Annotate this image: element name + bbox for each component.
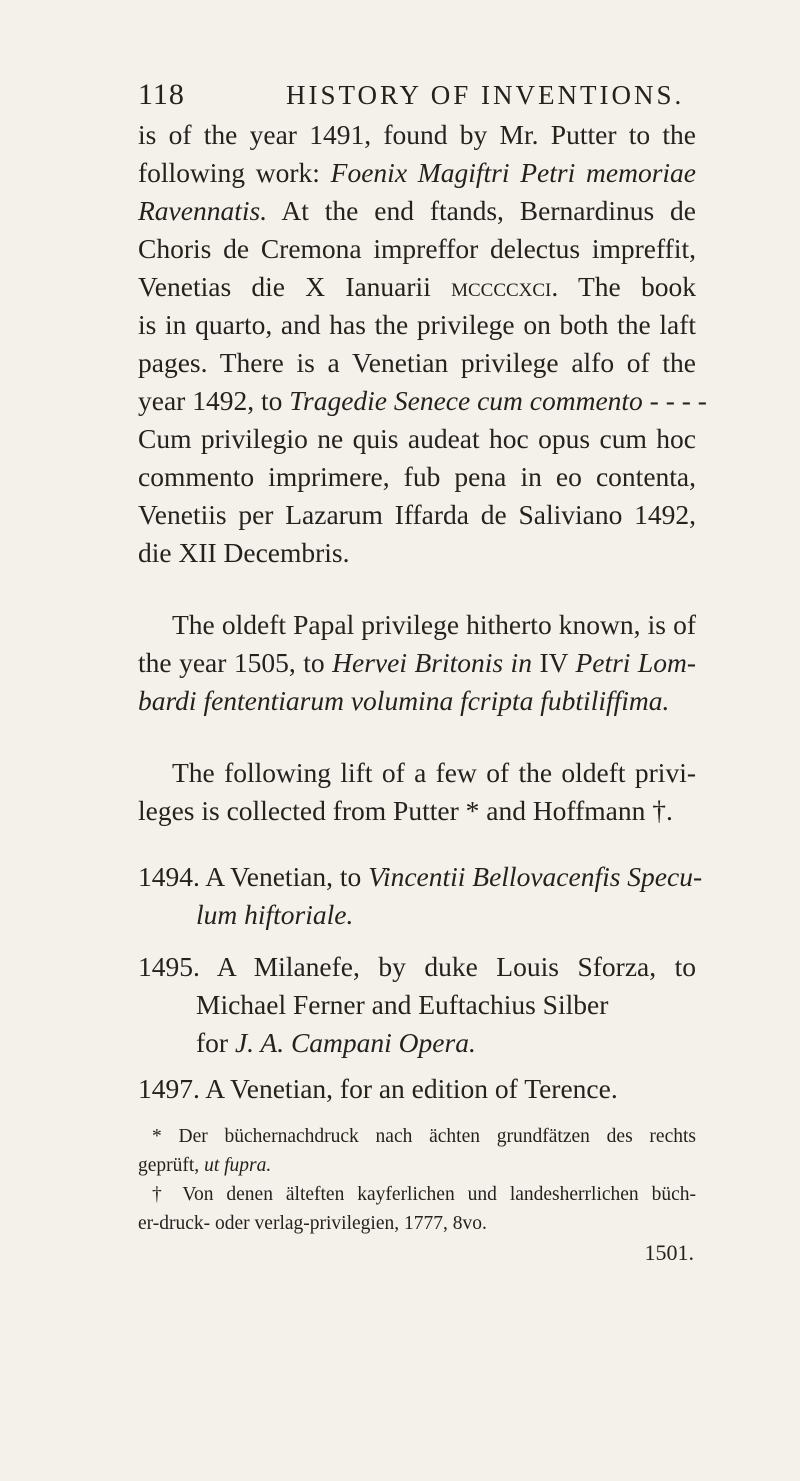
text-line: leges is collected from Putter * and Hoffmann †. <box>138 795 673 826</box>
paragraph-3 <box>138 754 696 830</box>
text-line: The oldeft Papal privilege hitherto known, is of <box>172 609 696 640</box>
text-line: Michael Ferner and Euftachius Silber <box>196 989 609 1020</box>
text-line: commento imprimere, fub pena in eo contenta, <box>138 461 696 492</box>
paragraph-1 <box>138 116 707 572</box>
text-line: pages. There is a Venetian privilege alfo of the <box>138 347 696 378</box>
text-line: The following lift of a few of the oldeft privi- <box>172 757 696 788</box>
text-line: for J. A. Campani Opera. <box>196 1027 476 1058</box>
text-line: die XII Decembris. <box>138 537 350 568</box>
text-line: Cum privilegio ne quis audeat hoc opus cum hoc <box>138 423 696 454</box>
running-head: HISTORY OF INVENTIONS. <box>286 80 685 110</box>
footnotes <box>138 1122 696 1238</box>
text-line: bardi fententiarum volumina fcripta fubtiliffima. <box>138 685 670 716</box>
text-line: Choris de Cremona impreffor delectus impreffit, <box>138 233 696 264</box>
text-line: lum hiftoriale. <box>196 899 354 930</box>
text-line: is of the year 1491, found by Mr. Putter to the <box>138 119 696 150</box>
text-line: is in quarto, and has the privilege on both the laft <box>138 309 696 340</box>
page-header <box>138 78 698 118</box>
page-body <box>138 116 707 1266</box>
paragraph-2 <box>138 606 696 720</box>
text-line: Venetiis per Lazarum Iffarda de Saliviano 1492, <box>138 499 696 530</box>
footnote-line: er-druck- oder verlag-privilegien, 1777, 8vo. <box>138 1213 487 1234</box>
footnote-line: * Der büchernachdruck nach ächten grundfätzen des rechts <box>152 1126 696 1147</box>
footnote-line: geprüft, ut fupra. <box>138 1155 272 1176</box>
text-line: Venetias die X Ianuarii mccccxci. The book <box>138 271 696 302</box>
page-number: 118 <box>138 78 185 111</box>
list-item <box>138 1070 696 1108</box>
text-line: following work: Foenix Magiftri Petri memoriae <box>138 157 696 188</box>
text-line: year 1492, to Tragedie Senece cum commento - - - - <box>138 385 707 416</box>
list-item <box>138 858 703 934</box>
list-item <box>138 948 696 1062</box>
privilege-list <box>138 858 703 1108</box>
text-line: the year 1505, to Hervei Britonis in IV Petri Lom- <box>138 647 696 678</box>
footnote-line: † Von denen älteften kayferlichen und landesherrlichen büch- <box>152 1184 696 1205</box>
text-line: 1494. A Venetian, to Vincentii Bellovacenfis Specu- <box>138 861 703 892</box>
text-line: 1495. A Milanefe, by duke Louis Sforza, to <box>138 951 696 982</box>
text-line: Ravennatis. At the end ftands, Bernardinus de <box>138 195 696 226</box>
catchword: 1501. <box>644 1240 694 1265</box>
text-line: 1497. A Venetian, for an edition of Terence. <box>138 1073 618 1104</box>
